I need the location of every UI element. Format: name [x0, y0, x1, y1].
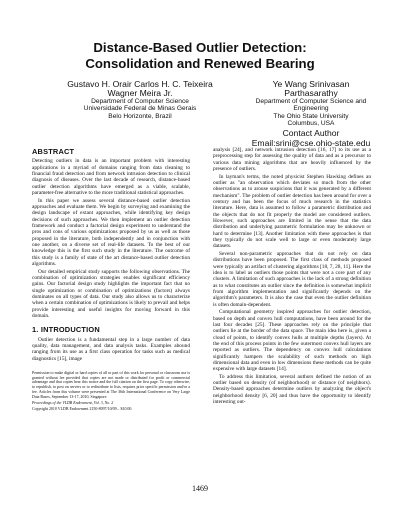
author-block-right — [246, 80, 376, 148]
author-affiliation: Department of Computer Science — [91, 98, 189, 105]
abstract-heading: ABSTRACT — [32, 147, 75, 156]
author-names: Wagner Meira Jr. — [107, 88, 173, 98]
author-names: Ye Wang Srinivasan Parthasarathy — [272, 79, 350, 98]
copyright-footnote — [32, 371, 190, 412]
title-line-2: Consolidation and Renewed Bearing — [85, 56, 315, 71]
right-column — [213, 147, 371, 407]
author-affiliation: Belo Horizonte, Brazil — [108, 112, 172, 120]
footnote-proceedings: Proceedings of the VLDB Endowment, Vol. 3, No. 2 — [32, 399, 114, 405]
author-affiliation: Engineering — [293, 105, 329, 113]
author-affiliation: Universidade Federal de Minas Gerais — [83, 105, 197, 113]
author-block-left — [55, 80, 225, 120]
author-affiliation: Columbus, USA — [287, 120, 335, 128]
abstract-paragraph: Our detailed empirical study supports the following observations. The combination of optimization strategies enables significant efficiency gains. Our factorial design study highlights the important fact that no single optimization or combination of optimizations (factors) always dominates on all types of data. Our study also allows us to characterize when a certain combination of optimizations is likely to prevail and helps provide interesting and useful insights for moving forward in this domain. — [32, 268, 190, 319]
author-names: Gustavo H. Orair Carlos H. C. Teixeira — [67, 79, 213, 89]
paper-title — [0, 40, 400, 72]
body-paragraph: analysis [24], and network intrusion detection [16, 17] to its use as a preprocessing step for assessing the quality of data and as a precursor to various data mining algorithms that are heavily influenced by the presence of outliers. — [213, 147, 371, 173]
contact-email: Email:srini@cse.ohio-state.edu — [251, 137, 371, 148]
body-paragraph: Several non-parametric approaches that do not rely on data distributions have been proposed. The first class of methods proposed were typically an artifact of clustering algorithms [18, 7, 28, 11]. Here the idea is to label as outliers those points that were not a core part of any clusters. A limitation of such approaches is the lack of a strong definition as to what constitutes an outlier since the definition is somewhat implicit from algorithm implementation and significantly depends on the algorithm's parameters. It is also the case that even the outlier definition is often domain-dependent. — [213, 250, 371, 308]
contact-label: Contact Author — [282, 127, 340, 138]
left-column — [32, 147, 190, 413]
body-paragraph: To address this limitation, several authors defined the notion of an outlier based on density (of neighborhood) or distance (of neighbors). Density-based approaches determine outliers by analyzing the object's neighborhood density [6, 20] and thus have the opportunity to identify interesting out- — [213, 373, 371, 406]
body-paragraph: Computational geometry inspired approaches for outlier detection, based on depth and convex hull computations, have been around for the last four decades [25]. These approaches rely on the principle that outliers lie at the border of the data space. The main idea here is, given a cloud of points, to identify convex hulls at multiple depths (layers). At the end of this process points in the few outermost convex hull layers are reported as outliers. The dependency on convex hull calculations significantly hampers the scalability of such methods on high dimensional data and even in low dimensions these methods can be quite expensive with large datasets [14]. — [213, 309, 371, 373]
body-paragraph: Outlier detection is a fundamental step in a large number of data quality, data management, and data analysis tasks. Examples abound ranging from its use as a first class operation for tasks such as medical diagnostics [15], image — [32, 336, 190, 362]
page-number: 1469 — [192, 484, 208, 493]
introduction-heading: 1. INTRODUCTION — [32, 325, 100, 335]
abstract-paragraph: Detecting outliers in data is an important problem with interesting applications in a myriad of domains ranging from data cleaning to financial fraud detection and from network intrusion detection to clinical diagnosis of diseases. Over the last decade of research, distance-based outlier detection algorithms have emerged as a viable, scalable, parameter-free alternative to the more traditional statistical approaches. — [32, 158, 190, 197]
author-affiliation: Department of Computer Science and — [255, 98, 367, 105]
abstract-paragraph: In this paper we assess several distance-based outlier detection approaches and evaluate them. We begin by surveying and examining the design landscape of extant approaches, while identifying key design decisions of such approaches. We then implement an outlier detection framework and conduct a factorial design experiment to understand the pros and cons of various optimizations proposed by us as well as those proposed in the literature, both independently and in conjunction with one another, on a diverse set of real-life datasets. To the best of our knowledge this is the first such study in the literature. The outcome of this study is a family of state of the art distance-based outlier detection algorithms. — [32, 197, 190, 268]
body-paragraph: In layman's terms, the noted physicist Stephen Hawking defines an outlier as "an observation which deviates so much from the other observations as to arouse suspicions that it was generated by a different mechanism". The problem of outlier detection has been around for over a century and has been the focus of much research in the statistics literature. Here, data is assumed to follow a parametric distribution and the objects that do not fit properly the model are considered outliers. However, such approaches are limited in the sense that the data distribution and underlying parametric formulation may be unknown or hard to determine [13]. Another limitation with these approaches is that they typically do not scale well to large or even moderately large datasets. — [213, 173, 371, 250]
footnote-copyright: Copyright 2010 VLDB Endowment 2150-8097/10/09... $10.00. — [32, 406, 133, 412]
title-line-1: Distance-Based Outlier Detection: — [93, 40, 307, 55]
footnote-permission: Permission to make digital or hard copies of all or part of this work for personal or classroom use is granted without fee provided that copies are not made or distributed for profit or commercial advantage and that copies bear this notice and the full citation on the first page. To copy otherwise, to republish, to post on servers or to redistribute to lists, requires prior specific permission and/or a fee. Articles from this volume were presented at The 36th International Conference on Very Large Data Bases, September 13-17, 2010, Singapore. — [32, 370, 190, 399]
author-affiliation: The Ohio State University — [273, 112, 349, 120]
